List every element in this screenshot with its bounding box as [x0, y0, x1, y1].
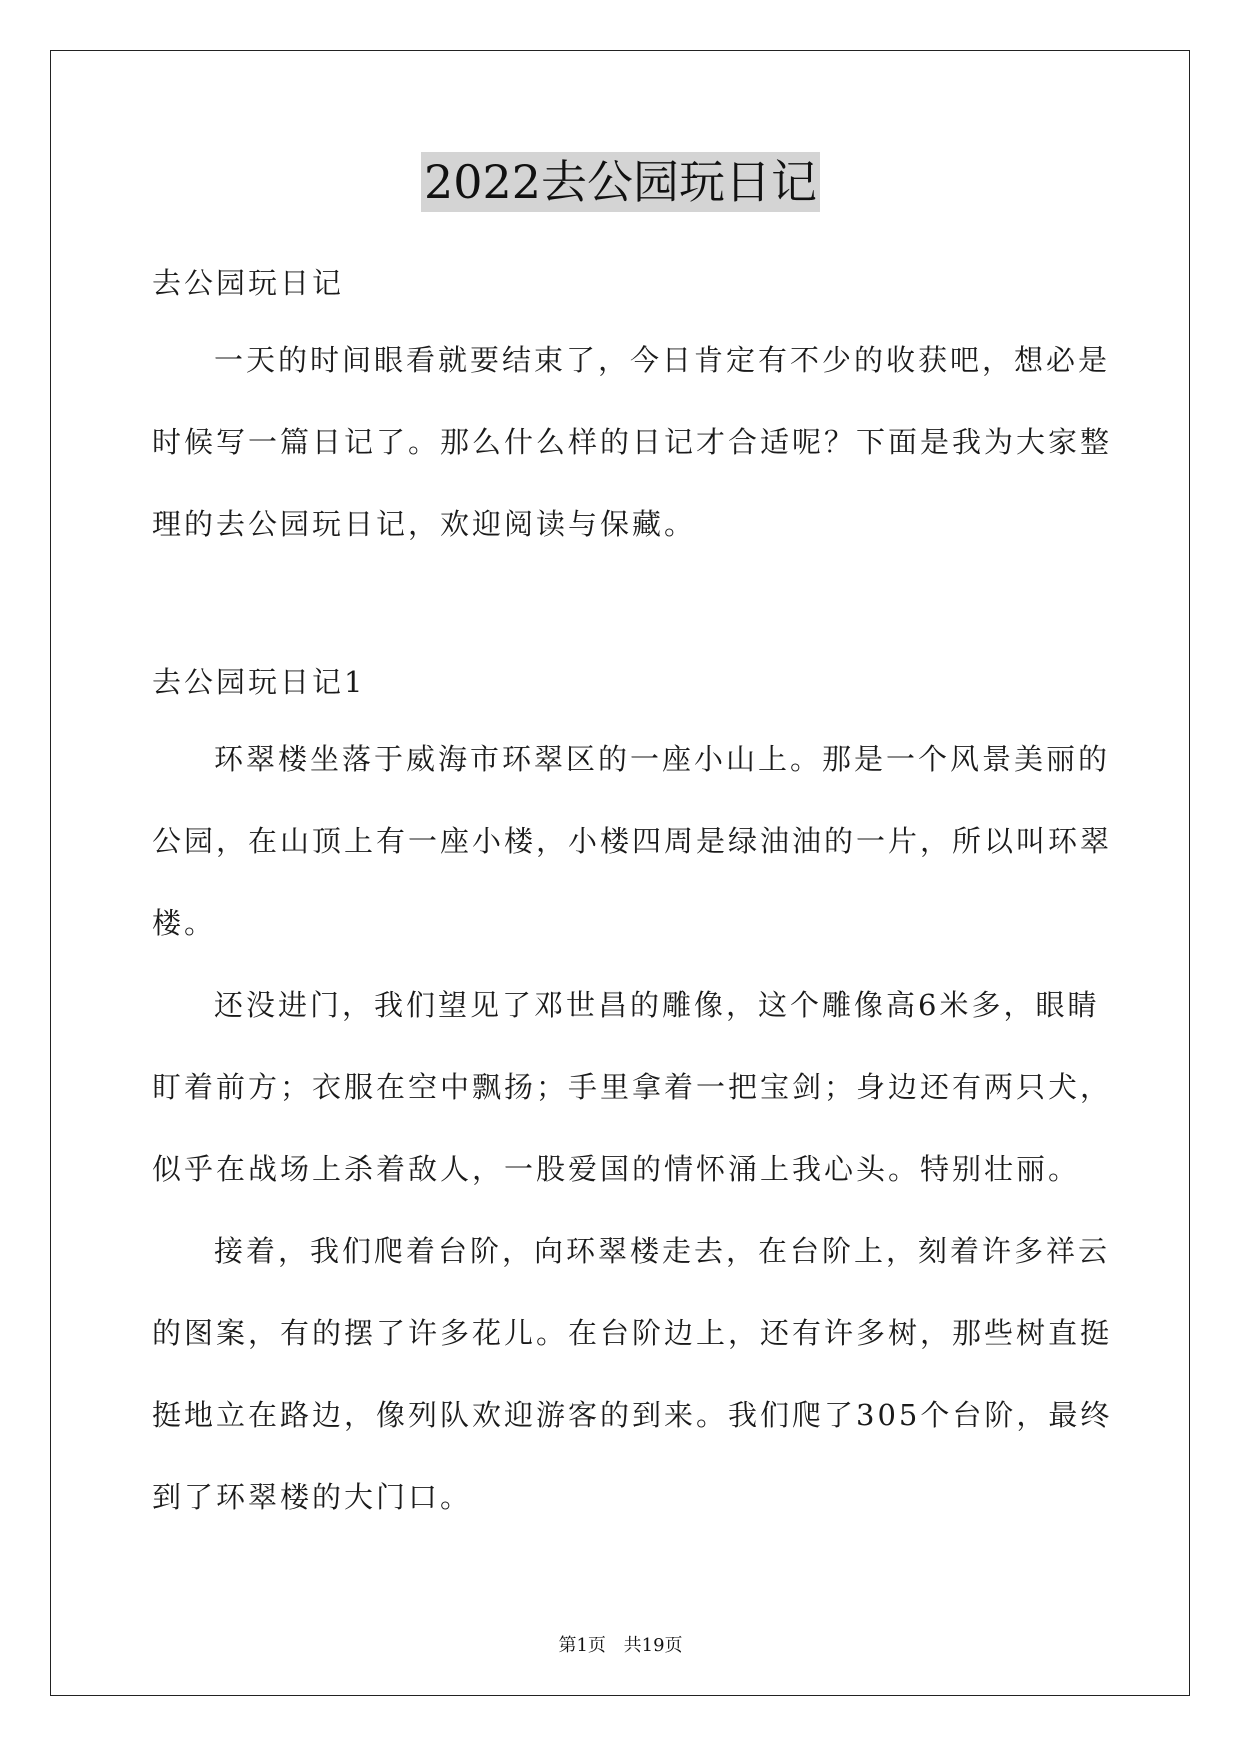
page-number: 第1页: [558, 1635, 606, 1656]
paragraph-line: 时候写一篇日记了。那么什么样的日记才合适呢？下面是我为大家整: [152, 425, 1113, 459]
page-footer: [0, 1634, 1241, 1658]
document-title: 2022去公园玩日记: [421, 152, 820, 212]
paragraph-line: 环翠楼坐落于威海市环翠区的一座小山上。那是一个风景美丽的: [214, 742, 1111, 776]
total-pages: 共19页: [623, 1635, 683, 1656]
paragraph-line: 理的去公园玩日记，欢迎阅读与保藏。: [152, 507, 697, 541]
body-paragraph: [152, 1231, 1113, 1517]
paragraph-line: 盯着前方；衣服在空中飘扬；手里拿着一把宝剑；身边还有两只犬，: [152, 1070, 1113, 1104]
paragraph-line: 似乎在战场上杀着敌人，一股爱国的情怀涌上我心头。特别壮丽。: [152, 1152, 1081, 1186]
paragraph-line: 到了环翠楼的大门口。: [152, 1480, 473, 1514]
section-heading: 去公园玩日记1: [152, 665, 366, 699]
document-body: [152, 263, 1113, 1559]
intro-paragraph: [152, 340, 1113, 544]
paragraph-line: 挺地立在路边，像列队欢迎游客的到来。我们爬了305个台阶，最终: [152, 1398, 1113, 1432]
paragraph-line: 还没进门，我们望见了邓世昌的雕像，这个雕像高6米多，眼睛: [214, 988, 1100, 1022]
body-paragraph: [152, 739, 1113, 943]
body-paragraph: [152, 985, 1113, 1189]
paragraph-line: 的图案，有的摆了许多花儿。在台阶边上，还有许多树，那些树直挺: [152, 1316, 1113, 1350]
paragraph-line: 公园，在山顶上有一座小楼，小楼四周是绿油油的一片，所以叫环翠: [152, 824, 1113, 858]
intro-heading: 去公园玩日记: [152, 266, 345, 300]
section-spacer: [152, 586, 1092, 662]
paragraph-line: 接着，我们爬着台阶，向环翠楼走去，在台阶上，刻着许多祥云: [214, 1234, 1111, 1268]
paragraph-line: 一天的时间眼看就要结束了，今日肯定有不少的收获吧，想必是: [214, 343, 1111, 377]
title-wrapper: [0, 152, 1241, 212]
paragraph-line: 楼。: [152, 906, 217, 940]
